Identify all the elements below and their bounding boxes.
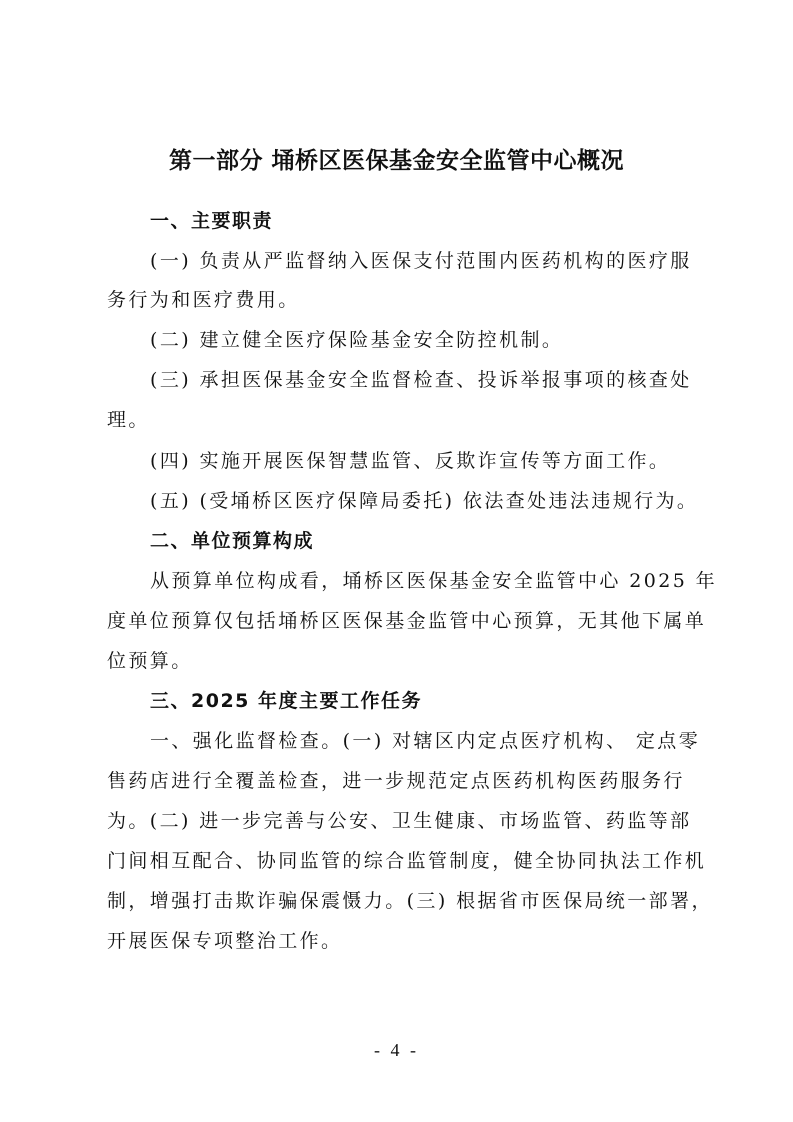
budget-para-line-1: 从预算单位构成看，埇桥区医保基金安全监管中心 2025 年 [150, 570, 718, 592]
duty-item-4: (四) 实施开展医保智慧监管、反欺诈宣传等方面工作。 [150, 450, 671, 472]
duty-item-5: (五) (受埇桥区医疗保障局委托) 依法查处违法违规行为。 [150, 490, 699, 512]
duty-item-1-line-1: (一) 负责从严监督纳入医保支付范围内医药机构的医疗服 [150, 250, 692, 272]
budget-para-line-3: 位预算。 [107, 650, 193, 672]
section-heading-budget: 二、单位预算构成 [150, 530, 315, 552]
tasks-para-line-4: 门间相互配合、协同监管的综合监管制度，健全协同执法工作机 [107, 850, 707, 872]
tasks-para-line-5: 制，增强打击欺诈骗保震慑力。(三) 根据省市医保局统一部署， [107, 890, 713, 912]
tasks-para-line-3: 为。(二) 进一步完善与公安、卫生健康、市场监管、药监等部 [107, 810, 692, 832]
duty-item-1-line-2: 务行为和医疗费用。 [107, 289, 300, 311]
budget-para-line-2: 度单位预算仅包括埇桥区医保基金监管中心预算，无其他下属单 [107, 610, 707, 632]
page-number: - 4 - [374, 1040, 419, 1060]
duty-item-3-line-2: 理。 [107, 409, 150, 431]
tasks-para-line-6: 开展医保专项整治工作。 [107, 930, 343, 952]
section-heading-tasks: 三、2025 年度主要工作任务 [150, 690, 422, 712]
page-title: 第一部分 埇桥区医保基金安全监管中心概况 [168, 148, 624, 174]
duty-item-2: (二) 建立健全医疗保险基金安全防控机制。 [150, 329, 564, 351]
section-heading-duties: 一、主要职责 [150, 210, 274, 232]
duty-item-3-line-1: (三) 承担医保基金安全监督检查、投诉举报事项的核查处 [150, 369, 692, 391]
tasks-para-line-1: 一、强化监督检查。(一) 对辖区内定点医疗机构、 定点零 [150, 730, 701, 752]
tasks-para-line-2: 售药店进行全覆盖检查，进一步规范定点医药机构医药服务行 [107, 770, 685, 792]
